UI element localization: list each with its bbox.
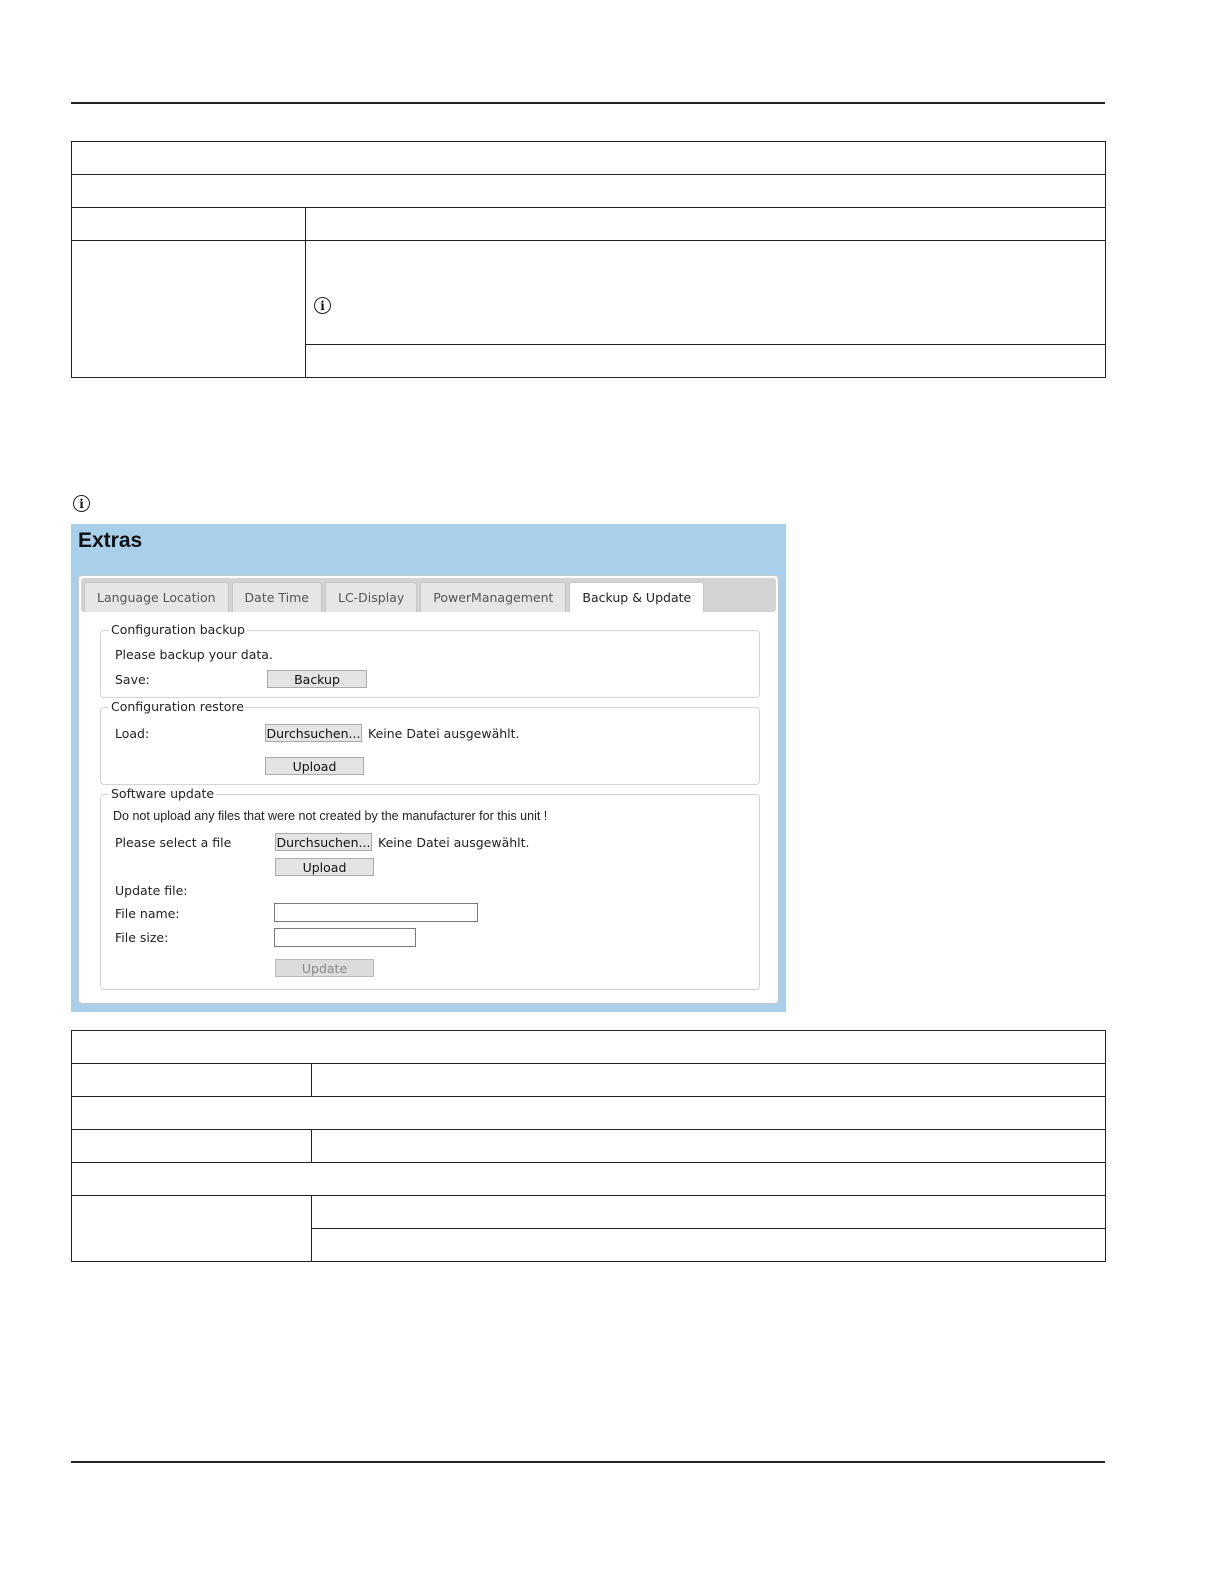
top-table — [71, 141, 1106, 378]
table-cell — [72, 1196, 312, 1262]
table-cell — [306, 208, 1106, 241]
no-file-text: Keine Datei ausgewählt. — [378, 835, 530, 850]
tab-language-location[interactable]: Language Location — [84, 582, 229, 612]
browse-button[interactable]: Durchsuchen... — [276, 834, 371, 850]
save-label: Save: — [115, 672, 150, 687]
extras-screenshot — [71, 524, 786, 1012]
tab-lc-display[interactable]: LC-Display — [325, 582, 417, 612]
group-legend: Configuration restore — [111, 699, 244, 714]
update-file-label: Update file: — [115, 883, 188, 898]
upload-button[interactable]: Upload — [265, 757, 364, 775]
info-icon: i — [314, 297, 331, 314]
table-row — [72, 142, 1106, 175]
table-cell — [312, 1229, 1106, 1262]
load-label: Load: — [115, 726, 150, 741]
table-cell — [72, 1064, 312, 1097]
header-rule — [71, 102, 1105, 104]
browse-button[interactable]: Durchsuchen... — [266, 725, 361, 741]
footer-rule — [71, 1461, 1105, 1463]
table-cell — [306, 241, 1106, 345]
upload-warning: Do not upload any files that were not created by the manufacturer for this unit ! — [113, 809, 548, 823]
group-legend: Configuration backup — [111, 622, 245, 637]
no-file-text: Keine Datei ausgewählt. — [368, 726, 520, 741]
settings-panel — [78, 575, 779, 1004]
update-button[interactable]: Update — [275, 959, 374, 977]
table-cell — [72, 1130, 312, 1163]
table-row — [72, 175, 1106, 208]
table-cell — [312, 1196, 1106, 1229]
info-icon: i — [73, 495, 90, 512]
page-title: Extras — [78, 529, 143, 552]
file-name-field[interactable] — [274, 903, 478, 922]
select-file-label: Please select a file — [115, 835, 232, 850]
table-cell — [312, 1064, 1106, 1097]
table-cell — [72, 208, 306, 241]
upload-button[interactable]: Upload — [275, 858, 374, 876]
table-row — [72, 1097, 1106, 1130]
tab-power-management[interactable]: PowerManagement — [420, 582, 566, 612]
file-size-field[interactable] — [274, 928, 416, 947]
table-cell — [72, 241, 306, 378]
backup-button[interactable]: Backup — [267, 670, 367, 688]
software-update-group — [100, 786, 760, 990]
backup-hint: Please backup your data. — [115, 647, 273, 662]
tab-bar — [81, 578, 776, 612]
tab-backup-update[interactable]: Backup & Update — [569, 582, 704, 612]
config-backup-group — [100, 622, 760, 698]
group-legend: Software update — [111, 786, 215, 801]
table-cell — [306, 345, 1106, 378]
config-restore-group — [100, 699, 760, 785]
file-size-label: File size: — [115, 930, 169, 945]
bottom-table — [71, 1030, 1106, 1262]
file-name-label: File name: — [115, 906, 180, 921]
table-row — [72, 1163, 1106, 1196]
table-row — [72, 1031, 1106, 1064]
tab-date-time[interactable]: Date Time — [232, 582, 322, 612]
table-cell — [312, 1130, 1106, 1163]
